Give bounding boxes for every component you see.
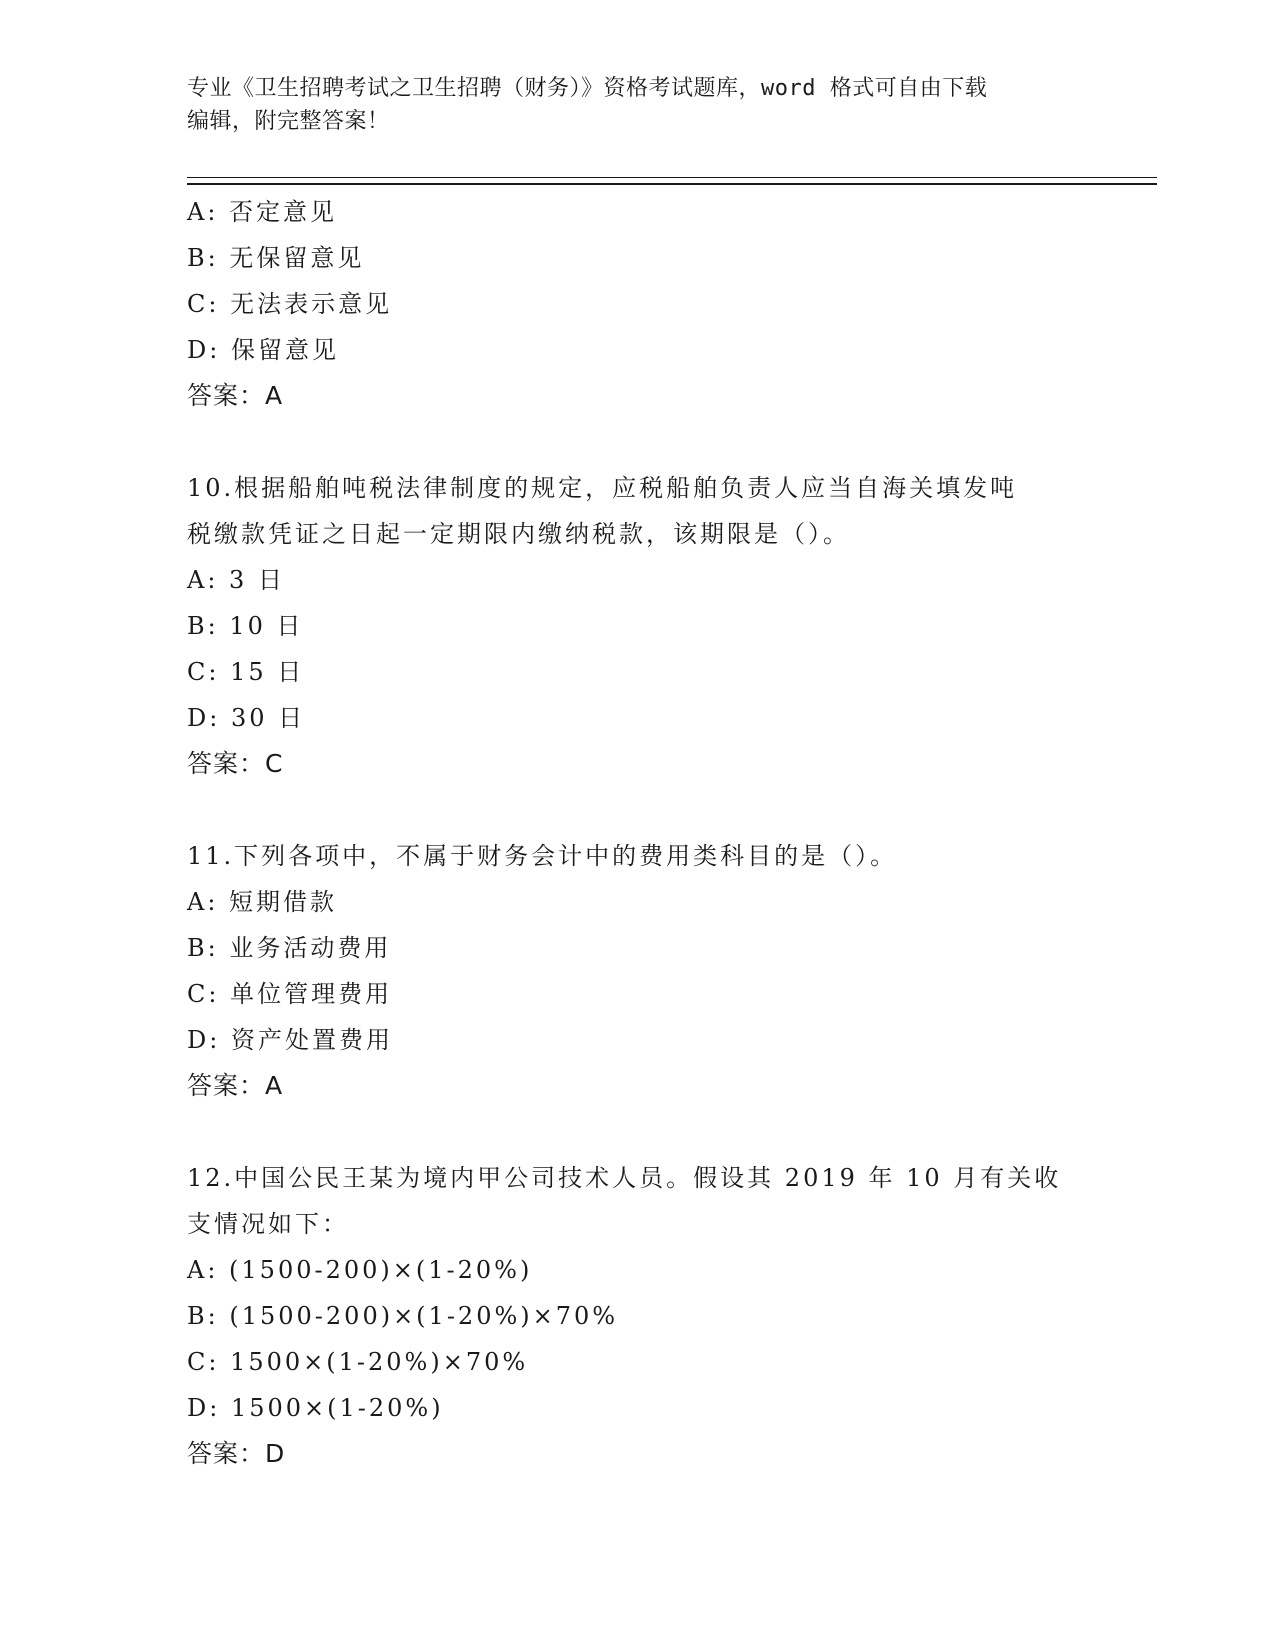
option-d: D: 30 日	[187, 704, 306, 732]
question-stem-line-1: 12.中国公民王某为境内甲公司技术人员。假设其 2019 年 10 月有关收	[187, 1164, 1062, 1192]
question-block	[187, 1155, 1087, 1477]
option-d: D: 保留意见	[187, 336, 339, 364]
option-a: A: 否定意见	[187, 198, 338, 226]
answer-line: 答案：A	[187, 381, 284, 410]
question-list	[187, 189, 1087, 1477]
option-d: D: 资产处置费用	[187, 1026, 393, 1054]
answer-line: 答案：A	[187, 1071, 284, 1100]
answer-line: 答案：D	[187, 1439, 286, 1468]
answer-line: 答案：C	[187, 749, 284, 778]
question-stem-line-2: 支情况如下：	[187, 1210, 349, 1238]
question-stem-line-1: 11.下列各项中，不属于财务会计中的费用类科目的是（）。	[187, 842, 898, 870]
header-title-line-1: 专业《卫生招聘考试之卫生招聘（财务）》资格考试题库，word 格式可自由下载	[187, 76, 988, 101]
header-divider	[187, 177, 1157, 185]
document-header	[187, 72, 1087, 138]
question-block	[187, 465, 1087, 787]
option-a: A: (1500-200)×(1-20%)	[187, 1256, 533, 1284]
option-b: B: 10 日	[187, 612, 304, 640]
header-title-line-2: 编辑，附完整答案！	[187, 109, 390, 134]
option-a: A: 短期借款	[187, 888, 338, 916]
question-stem-line-2: 税缴款凭证之日起一定期限内缴纳税款，该期限是（）。	[187, 520, 850, 548]
option-c: C: 15 日	[187, 658, 305, 686]
option-a: A: 3 日	[187, 566, 285, 594]
option-c: C: 1500×(1-20%)×70%	[187, 1348, 529, 1376]
option-c: C: 单位管理费用	[187, 980, 393, 1008]
option-b: B: 业务活动费用	[187, 934, 392, 962]
question-block	[187, 833, 1087, 1109]
question-stem-line-1: 10.根据船舶吨税法律制度的规定，应税船舶负责人应当自海关填发吨	[187, 474, 1018, 502]
question-block	[187, 189, 1087, 419]
option-c: C: 无法表示意见	[187, 290, 393, 318]
option-b: B: 无保留意见	[187, 244, 365, 272]
option-d: D: 1500×(1-20%)	[187, 1394, 444, 1422]
document-page	[187, 0, 1157, 1650]
option-b: B: (1500-200)×(1-20%)×70%	[187, 1302, 619, 1330]
